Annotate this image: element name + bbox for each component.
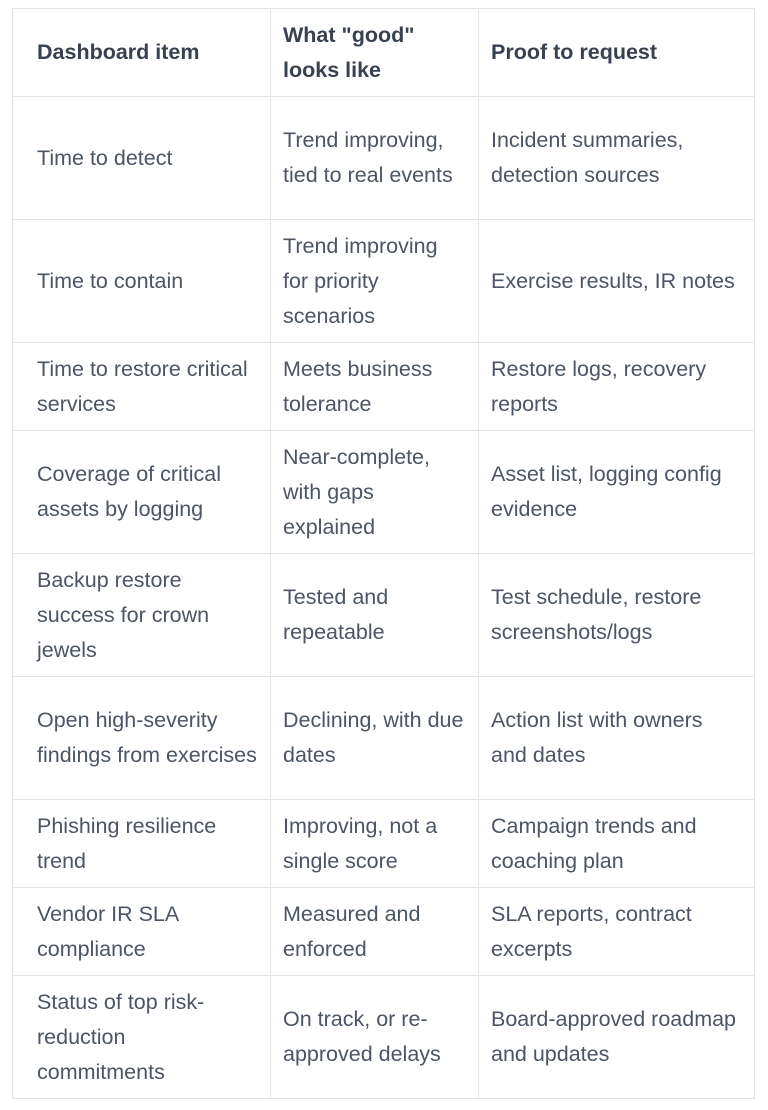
table-row [13,800,755,888]
header-proof-to-request: Proof to request [479,9,755,97]
table-header-row [13,9,755,97]
cell-what-good-looks-like: Trend improving for priority scenarios [271,220,479,343]
cell-what-good-looks-like: On track, or re-approved delays [271,976,479,1099]
cell-what-good-looks-like: Tested and repeatable [271,554,479,677]
cell-proof-to-request: SLA reports, contract excerpts [479,888,755,976]
cell-dashboard-item: Time to restore critical services [13,343,271,431]
table-row [13,677,755,800]
table-row [13,220,755,343]
cell-dashboard-item: Vendor IR SLA compliance [13,888,271,976]
table-container [12,8,754,1099]
cell-dashboard-item: Coverage of critical assets by logging [13,431,271,554]
cell-what-good-looks-like: Measured and enforced [271,888,479,976]
cell-dashboard-item: Backup restore success for crown jewels [13,554,271,677]
cell-proof-to-request: Action list with owners and dates [479,677,755,800]
table-row [13,431,755,554]
cell-proof-to-request: Campaign trends and coaching plan [479,800,755,888]
cell-what-good-looks-like: Declining, with due dates [271,677,479,800]
cell-proof-to-request: Asset list, logging config evidence [479,431,755,554]
cell-dashboard-item: Time to contain [13,220,271,343]
table-row [13,554,755,677]
cell-dashboard-item: Open high-severity findings from exercises [13,677,271,800]
header-what-good-looks-like: What "good" looks like [271,9,479,97]
table-row [13,343,755,431]
cell-dashboard-item: Phishing resilience trend [13,800,271,888]
cell-dashboard-item: Time to detect [13,97,271,220]
cell-what-good-looks-like: Meets business tolerance [271,343,479,431]
cell-proof-to-request: Exercise results, IR notes [479,220,755,343]
table-row [13,97,755,220]
cell-proof-to-request: Board-approved roadmap and updates [479,976,755,1099]
table-row [13,888,755,976]
cell-dashboard-item: Status of top risk-reduction commitments [13,976,271,1099]
dashboard-table [12,8,755,1099]
cell-proof-to-request: Test schedule, restore screenshots/logs [479,554,755,677]
table-row [13,976,755,1099]
cell-what-good-looks-like: Improving, not a single score [271,800,479,888]
cell-what-good-looks-like: Trend improving, tied to real events [271,97,479,220]
header-dashboard-item: Dashboard item [13,9,271,97]
cell-proof-to-request: Incident summaries, detection sources [479,97,755,220]
cell-what-good-looks-like: Near-complete, with gaps explained [271,431,479,554]
cell-proof-to-request: Restore logs, recovery reports [479,343,755,431]
